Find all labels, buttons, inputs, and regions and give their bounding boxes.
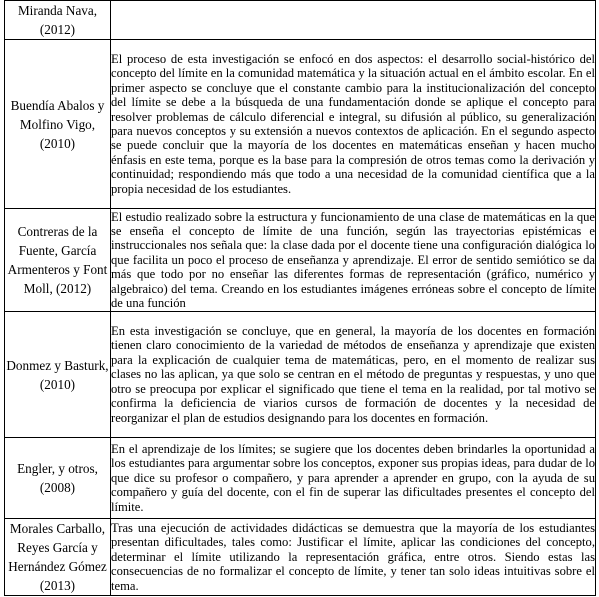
summary-cell: En esta investigación se concluye, que en general, la mayoría de los docentes en formación tienen claro conocimiento de la variedad de métodos de enseñanza y aprendizaje que existen para la explicación de cualquier tema de matemáticas, pero, en el momento de realizar sus clases no las aplican, ya que solo se centran en el método de preguntas y respuestas, y uno que otro se preocupa por explicar el significado que tiene el tema en la realidad, por tal motivo se confirma la deficiencia de viarios cursos de formación de docentes y la necesidad de reorganizar el plan de estudios designando para los docentes en formación.	[111, 312, 596, 438]
table-row	[5, 312, 596, 438]
table-row	[5, 1, 596, 40]
summary-cell	[111, 1, 596, 40]
summary-cell: El proceso de esta investigación se enfocó en dos aspectos: el desarrollo social-histórico del concepto del límite en la comunidad matemática y la situación actual en el ámbito escolar. En el primer aspecto se concluye que el constante cambio para la institucionalización del concepto del límite se debe a la búsqueda de una fundamentación donde se aplique el concepto para resolver problemas de cálculo diferencial e integral, su difusión al público, su generalización para nuevos conceptos y su extensión a nuevos contextos de aplicación. En el segundo aspecto se puede concluir que la mayoría de los docentes en matemáticas enseñan y hacen mucho énfasis en este tema, porque es la base para la compresión de otros temas como la derivación y continuidad; respondiendo más que todo a una necesidad de la comunidad científica que a la propia necesidad de los estudiantes.	[111, 40, 596, 209]
author-cell: Contreras de la Fuente, García Armenteros y Font Moll, (2012)	[5, 209, 111, 312]
table-row	[5, 209, 596, 312]
author-cell: Donmez y Basturk, (2010)	[5, 312, 111, 438]
summary-cell: El estudio realizado sobre la estructura y funcionamiento de una clase de matemáticas en la que se enseña el concepto de límite de una función, según las trayectorias epistémicas e instruccionales nos señala que: la clase dada por el docente tiene una configuración dialógica lo que facilita un poco el proceso de enseñanza y aprendizaje. El error de sentido semiótico se da más que todo por no enseñar las diferentes formas de representación (gráfico, numérico y algebraico) del tema. Creando en los estudiantes imágenes erróneas sobre el concepto de límite de una función	[111, 209, 595, 311]
summary-cell: En el aprendizaje de los límites; se sugiere que los docentes deben brindarles la oportunidad a los estudiantes para argumentar sobre los conceptos, exponer sus propias ideas, para dudar de lo que dice su profesor o compañero, y para aprender a aprender en grupo, con la ayuda de su compañero y guía del docente, con el fin de superar las dificultades presentes el concepto del límite.	[111, 438, 596, 519]
literature-review-table	[4, 0, 596, 596]
author-cell: Miranda Nava, (2012)	[5, 1, 111, 40]
table-row	[5, 519, 596, 596]
author-cell: Morales Carballo, Reyes García y Hernández Gómez (2013)	[5, 519, 111, 596]
table-row	[5, 438, 596, 519]
author-cell: Buendía Abalos y Molfino Vigo, (2010)	[5, 40, 111, 209]
author-cell: Engler, y otros, (2008)	[5, 438, 111, 519]
table-row	[5, 40, 596, 209]
summary-cell: Tras una ejecución de actividades didácticas se demuestra que la mayoría de los estudiantes presentan dificultades, tales como: Justificar el límite, aplicar las condiciones del concepto, determinar el límite utilizando la representación gráfica, entre otros. Siendo estas las consecuencias de no formalizar el concepto de límite, y tener tan solo ideas intuitivas sobre el tema.	[111, 519, 596, 596]
